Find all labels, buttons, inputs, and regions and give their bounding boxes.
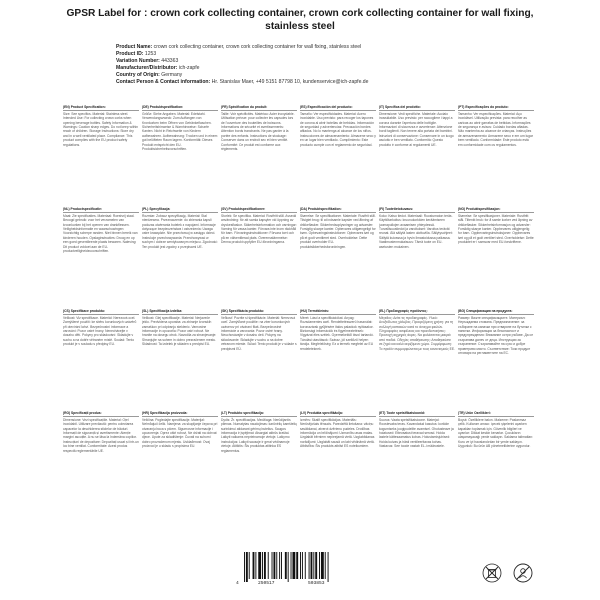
language-cell xyxy=(63,309,142,411)
language-body: Boyut: Özelliklere bakın. Malzeme: Paslanmaz çelik. Kullanım amacı: içecek şişelerini açarken kapakları toplamak için. Güvenlik bilgileri ve uyarılar: Dikkat keskin kenarlar. Çocukların ulaşamayacağı yerde saklayın. Saklama talimatları: Kuru ve iyi havalandırılan bir yerde saklayın. Uygunluk: Bu ürün AB yönetmeliklerine uygundur. xyxy=(458,418,534,449)
meta-line xyxy=(116,58,556,65)
language-cell xyxy=(379,207,458,309)
language-spec-grid xyxy=(63,105,537,513)
language-heading: (ET) Toote spetsifikatsioonid: xyxy=(379,411,455,417)
language-heading: (SL) Specifikacija izdelka: xyxy=(142,309,218,315)
language-heading: (TR) Ürün Özellikleri: xyxy=(458,411,534,417)
language-body: Maat: Zie specificaties. Materiaal: Roestvrij staal. Beoogd gebruik: voor het verzamelen van kroonkurken bij het openen van drankflessen. Veiligheidsinformatie en waarschuwingen: Voorzichtig scherpe randen. Niet binnen bereik van kinderen houden. Opslaginstructies: Droog en op een goed geventileerde plaats bewaren. Naleving: Dit product voldoet aan de EU-productveiligheidsvoorschriften. xyxy=(63,214,138,253)
barcode-bars xyxy=(236,552,360,582)
language-heading: (BG) Спецификация на продукта: xyxy=(458,309,534,315)
language-cell xyxy=(379,309,458,411)
language-heading: (NL) Productspecificatie: xyxy=(63,207,139,213)
language-heading: (FR) Spécification du produit: xyxy=(221,105,297,111)
language-body: Tamaño: Ver especificidades. Material: Acero inoxidable. Uso previsto: para recoger los tapones de corona al abrir botellas de bebidas. Información de seguridad y advertencias: Precaución bordes afilados. No lo mantenga al alcance de los niños. Instrucciones de almacenamiento: Almacene seco y en un lugar bien ventilado. Cumplimiento: Este producto cumple con el reglamento de seguridad. xyxy=(300,112,376,147)
meta-value: ich-zapfe xyxy=(178,65,200,71)
barcode-bar xyxy=(268,552,269,579)
meta-key: Product Name: xyxy=(116,44,153,50)
language-heading: (SV) Produktspecifikationer: xyxy=(221,207,297,213)
language-cell xyxy=(300,207,379,309)
ean-barcode xyxy=(236,552,360,588)
barcode-right-digits: 503853 xyxy=(308,581,325,586)
meta-key: Product ID: xyxy=(116,51,144,57)
meta-key: Contact Person & Contact information: xyxy=(116,79,211,85)
barcode-bar xyxy=(255,552,256,579)
language-body: Размер: Вижте спецификациите. Материал: Неръждаема стомана. Предназначение: за събиране на капачки при отваряне на бутилки с напитки. Информация за безопасност и предупреждения: Внимание остри ръбове. Да се съхранява далеч от деца. Инструкции за съхранение: Съхранявайте на сухо и добре проветриво място. Съответствие: Този продукт отговаря на регламентите на ЕС. xyxy=(458,316,534,355)
barcode-bar xyxy=(244,552,245,582)
barcode-bar xyxy=(272,552,273,579)
meta-key: Variation Number: xyxy=(116,58,160,64)
language-cell xyxy=(221,309,300,411)
language-cell xyxy=(142,309,221,411)
language-heading: (LT) Produkto specifikacija: xyxy=(221,411,297,417)
language-cell xyxy=(221,411,300,513)
language-cell xyxy=(142,207,221,309)
barcode-bar xyxy=(309,552,310,579)
language-heading: (CS) Specifikace produktu: xyxy=(63,309,139,315)
meta-value: 443363 xyxy=(161,58,179,64)
language-cell xyxy=(142,411,221,513)
language-cell xyxy=(379,411,458,513)
barcode-bar xyxy=(291,552,292,579)
language-heading: (DA) Produktspecifikation: xyxy=(300,207,376,213)
barcode-bar xyxy=(321,552,324,579)
language-cell xyxy=(458,411,537,513)
language-heading: (FI) Tuotetietokuvaus: xyxy=(379,207,455,213)
language-body: Tamanho: Ver especificações. Material: Aço inoxidável. Utilização prevista: para recolher as caricas ao abrir garrafas de bebidas. Informações de segurança e avisos: Cuidado bordas afiadas. Não mantenha ao alcance de crianças. Instruções de armazenamento: Armazene seco e em um lugar bem ventilado. Conformidade: Este produto está em conformidade com os regulamentos. xyxy=(458,112,533,147)
language-heading: (HU) Termékleírás: xyxy=(300,309,376,315)
language-heading: (RO) Specificații produs: xyxy=(63,411,139,417)
barcode-bar xyxy=(264,552,266,579)
barcode-bar xyxy=(258,552,261,579)
barcode-bar xyxy=(305,552,306,579)
language-cell xyxy=(300,309,379,411)
barcode-bar xyxy=(300,552,301,579)
language-body: Størrelse: Se specifikationer. Materiale: Rustfrit stål. Tilsigtet brug: til at indsamle kapsler ved åbning af drikkeflasker. Sikkerhedsoplysninger og advarsler: Forsigtig skarpe kanter. Opbevares utilgængeligt for børn. Opbevaringsinstruktioner: Opbevares tørt og på et godt ventileret sted. Overholdelse: Dette produkt overholder EU-produktsikkerhedsforordningen. xyxy=(300,214,376,249)
meta-value: Hr. Stanislav Maer, +49 5151 87798 10, kundenservice@ich-zapfe.de xyxy=(211,79,369,85)
barcode-bar xyxy=(276,552,277,579)
language-cell xyxy=(142,105,221,207)
meta-line xyxy=(116,51,556,58)
language-body: Größe: Siehe Angaben. Material: Edelstahl. Verwendungszweck: Zum Auffangen von Kronkorken beim Öffnen von Getränkeflaschen. Sicherheitshinweise & Warnhinweise: Scharfe Kanten. Nicht in Reichweite von Kindern aufbewahren. Aufbewahrung: Trocken und in einem gut belüfteten Raum lagern. Konformität: Dieses Produkt entspricht den EU-Produktsicherheitsvorschriften. xyxy=(142,112,218,151)
language-cell xyxy=(458,207,537,309)
language-cell xyxy=(63,105,142,207)
language-body: Size: See specifics. Material: Stainless steel. Intended Use: For collecting crown corks when opening beverage bottles. Safety Information & Warnings: Caution sharp edges. Do not keep within reach of children. Storage Instructions: Store dry and in a well ventilated place. Compliance: This product complies with the EU product safety regulations. xyxy=(63,112,139,147)
language-cell xyxy=(300,411,379,513)
language-heading: (EN) Product Specification: xyxy=(63,105,139,111)
page-title: GPSR Label for : crown cork collecting container, crown cork collecting container for wall fixing, stainless steel xyxy=(66,8,534,32)
language-heading: (EL) Προδιαγραφές προϊόντος: xyxy=(379,309,455,315)
barcode-bar xyxy=(296,552,298,579)
barcode-bar xyxy=(302,552,303,579)
barcode-bar xyxy=(273,552,275,579)
meta-key: Country of Origin: xyxy=(116,72,160,78)
barcode-bar xyxy=(288,552,289,582)
language-body: Velikost: Glej specifikacije. Material: Nerjaveče jeklo. Predvidena uporaba: za zbiranje kronskih zamaškov pri odpiranju steklenic. Varnostne informacije in opozorila: Pozor ostri robovi. Ne hranite na dosegu otrok. Navodila za shranjevanje: Shranjujte na suhem in dobro prezračenem mestu. Skladnost: Ta izdelek je skladen s predpisi EU. xyxy=(142,316,217,347)
language-cell xyxy=(300,105,379,207)
language-heading: (LV) Produkta specifikācija: xyxy=(300,411,376,417)
language-body: Μέγεθος: Δείτε τις προδιαγραφές. Υλικό: Ανοξείδωτος χάλυβας. Προοριζόμενη χρήση: για τη συλλογή καπακιών κατά το άνοιγμα φιαλών. Πληροφορίες ασφάλειας και προειδοποιήσεις: Προσοχή αιχμηρές άκρες. Να φυλάσσεται μακριά από παιδιά. Οδηγίες αποθήκευσης: Αποθηκεύστε σε ξηρό και καλά αεριζόμενο χώρο. Συμμόρφωση: Το προϊόν συμμορφώνεται με τους κανονισμούς ΕΕ. xyxy=(379,316,455,351)
language-cell xyxy=(221,207,300,309)
barcode-bar xyxy=(253,552,255,579)
meta-line xyxy=(116,79,556,86)
language-body: Dydis: Žr. specifikacijas. Medžiaga: Nerūdijantis plienas. Numatytas naudojimas: karūnėlių kamštelių surinkimui atidarant gėrimų butelius. Saugos informacija ir įspėjimai: Atsargiai aštrūs kraštai. Laikyti vaikams neprieinamoje vietoje. Laikymo instrukcijos: Laikyti sausoje ir gerai vėdinamoje vietoje. Atitiktis: Šis produktas atitinka ES reglamentus. xyxy=(221,418,297,453)
barcode-bar xyxy=(325,552,326,579)
language-cell xyxy=(63,207,142,309)
language-body: Suurus: Vaata spetsifikatsioone. Materjal: Roostevaba teras. Kavandatud kasutus: korkide kogumiseks joogipudelite avamisel. Ohutusteave ja hoiatused: Ettevaatust teravad servad. Hoida lastele kättesaamatus kohas. Hoiustamisjuhised: Hoida kuivas ja hästi ventileeritavas kohas. Vastavus: See toode vastab EL-i määrustele. xyxy=(379,418,454,449)
meta-value: 1253 xyxy=(144,51,157,57)
barcode-bar xyxy=(319,552,320,579)
barcode-bar xyxy=(262,552,263,579)
language-heading: (ES) Especificación del producto: xyxy=(300,105,376,111)
language-body: Koko: Katso tiedot. Materiaali: Ruostumaton teräs. Käyttötarkoitus: kruunukorkkien keräämiseen juomapullojen avaamisen yhteydessä. Turvallisuustiedot ja varoitukset: Varoitus terävät reunat. Älä säilytä lasten ulottuvilla. Säilytysohjeet: Säilytä kuivassa ja hyvin ilmastoidussa paikassa. Vaatimustenmukaisuus: Tämä tuote on EU-asetusten mukainen. xyxy=(379,214,453,249)
meta-value: crown cork collecting container, crown cork collecting container for wall fixing, stainless steel xyxy=(153,44,362,50)
barcode-bar xyxy=(292,552,295,579)
language-heading: (NO) Produktspesifikasjon: xyxy=(458,207,534,213)
product-meta xyxy=(116,44,556,86)
language-body: Dimensiune: Vezi specificațiile. Material: Oțel inoxidabil. Utilizare prevăzută: pentru colectarea capacelor la deschiderea sticlelor de băuturi. Informații de siguranță și avertismente: Atenție margini ascuțite. A nu se lăsa la îndemâna copiilor. Instrucțiuni de depozitare: Depozitați uscat și într-un loc bine ventilat. Conformitate: Acest produs respectă reglementările UE. xyxy=(63,418,139,453)
language-heading: (IT) Specifica del prodotto: xyxy=(379,105,455,111)
barcode-bar xyxy=(249,552,250,579)
language-heading: (PT) Especificações do produto: xyxy=(458,105,534,111)
barcode-lead-digit: 4 xyxy=(236,581,239,586)
language-cell xyxy=(63,411,142,513)
language-body: Velikost: Viz specifikace. Materiál: Nerezová ocel. Zamýšlené použití: ke sběru korunkových uzávěrů při otevírání lahví. Bezpečnostní informace a varování: Pozor ostré hrany. Nenechávejte v dosahu dětí. Pokyny pro skladování: Skladujte v suchu a na dobře větraném místě. Soulad: Tento produkt je v souladu s předpisy EU. xyxy=(63,316,137,347)
language-cell xyxy=(379,105,458,207)
meta-key: Manufacturer/Distributor: xyxy=(116,65,178,71)
language-heading: (DE) Produktspezifikation: xyxy=(142,105,218,111)
language-body: Rozmiar: Zobacz specyfikację. Materiał: Stal nierdzewna. Przeznaczenie: do zbierania kapsli podczas otwierania butelek z napojami. Informacje dotyczące bezpieczeństwa i ostrzeżenia: Uwaga ostre krawędzie. Nie przechowuj w zasięgu dzieci. Instrukcje przechowywania: Przechowywać w suchym i dobrze wentylowanym miejscu. Zgodność: Ten produkt jest zgodny z przepisami UE. xyxy=(142,214,218,249)
barcode-bar xyxy=(311,552,313,579)
meta-line xyxy=(116,44,556,51)
language-heading: (SK) Špecifikácia produktu: xyxy=(221,309,297,315)
language-heading: (HR) Specifikacija proizvoda: xyxy=(142,411,218,417)
language-body: Størrelse: Se spesifikasjoner. Materiale: Rustfritt stål. Tiltenkt bruk: for å samle korker ved åpning av drikkeflasker. Sikkerhetsinformasjon og advarsler: Forsiktig skarpe kanter. Oppbevares utilgjengelig for barn. Oppbevaringsinstruksjoner: Oppbevares tørt og på et godt ventilert sted. Overholdelse: Dette produktet er i samsvar med EU-forskriftene. xyxy=(458,214,534,245)
meta-value: Germany xyxy=(161,72,183,78)
meta-line xyxy=(116,72,556,79)
language-cell xyxy=(221,105,300,207)
not-for-children-icon xyxy=(513,563,533,583)
language-body: Veľkosť: Pozrite si špecifikácie. Materiál: Nerezová oceľ. Zamýšľané použitie: na zber korunkových uzáverov pri otváraní fliaš. Bezpečnostné informácie a varovania: Pozor ostré hrany. Neuchovávajte v dosahu detí. Pokyny na skladovanie: Skladujte v suchu a na dobre vetranom mieste. Súlad: Tento produkt je v súlade s predpismi EÚ. xyxy=(221,316,297,351)
barcode-bar xyxy=(285,552,287,579)
language-cell xyxy=(458,105,537,207)
language-body: Taille: Voir spécificités. Matériau: Acier inoxydable. Utilisation prévue: pour collecter les capsules lors de l'ouverture des bouteilles de boissons. Informations de sécurité et avertissements: Attention bords tranchants. Ne pas garder à la portée des enfants. Instructions de stockage: Conserver dans un endroit sec et bien ventilé. Conformité: Ce produit est conforme aux règlements. xyxy=(221,112,295,151)
language-cell xyxy=(458,309,537,411)
meta-line xyxy=(116,65,556,72)
language-body: Storlek: Se specifika. Material: Rostfritt stål. Avsedd användning: för att samla kapsyler vid öppning av dryckesflaskor. Säkerhetsinformation och varningar: Varning för vassa kanter. Förvara inte inom räckhåll för barn. Förvaringsinstruktioner: Förvara torrt och på en välventilerad plats. Överensstämmelse: Denna produkt uppfyller EU-förordningarna. xyxy=(221,214,297,245)
barcode-bar xyxy=(328,552,329,582)
language-body: Méret: Lásd a specifikációkat. Anyag: Rozsdamentes acél. Rendeltetésszerű használat: koronazárak gyűjtésére italos palackok nyitásakor. Biztonsági információk és figyelmeztetések: Vigyázat éles szélek. Gyermekektől távol tartandó. Tárolási utasítások: Száraz, jól szellőző helyen tárolja. Megfelelőség: Ez a termék megfelel az EU rendeleteknek. xyxy=(300,316,374,351)
barcode-bar xyxy=(281,552,282,579)
barcode-bar xyxy=(313,552,314,579)
language-body: Veličina: Pogledajte specifikacije. Materijal: Nehrđajući čelik. Namjena: za skupljanje čepova pri otvaranju boca s pićem. Sigurnosne informacije i upozorenja: Oprez oštri rubovi. Ne držati na dohvat djece. Upute za skladištenje: Čuvati na suhom i dobro prozračenom mjestu. Usklađenost: Ovaj proizvod je u skladu s propisima EU. xyxy=(142,418,218,449)
weee-bin-icon xyxy=(482,563,502,583)
barcode-bar xyxy=(315,552,317,579)
language-heading: (PL) Specyfikacja: xyxy=(142,207,218,213)
language-body: Izmērs: Skatīt specifikācijas. Materiāls: Nerūsējošais tērauds. Paredzētā lietošana: vāciņu savākšanai, atverot dzērienu pudeles. Drošības informācija un brīdinājumi: Uzmanību asas malas. Uzglabāt bērniem nepieejamā vietā. Uzglabāšanas norādījumi: Uzglabāt sausā un labi vēdināmā vietā. Atbilstība: Šis produkts atbilst ES noteikumiem. xyxy=(300,418,375,449)
barcode-bar xyxy=(279,552,280,579)
language-body: Dimensione: Vedi specifiche. Materiale: Acciaio inossidabile. Uso previsto: per raccogliere i tappi a corona durante l'apertura delle bottiglie. Informazioni di sicurezza e avvertenze: Attenzione bordi taglienti. Non tenere alla portata dei bambini. Istruzioni di conservazione: Conservare in un luogo asciutto e ben ventilato. Conformità: Questo prodotto è conforme ai regolamenti UE. xyxy=(379,112,454,147)
barcode-left-digits: 250517 xyxy=(258,581,275,586)
barcode-bar xyxy=(246,552,248,582)
